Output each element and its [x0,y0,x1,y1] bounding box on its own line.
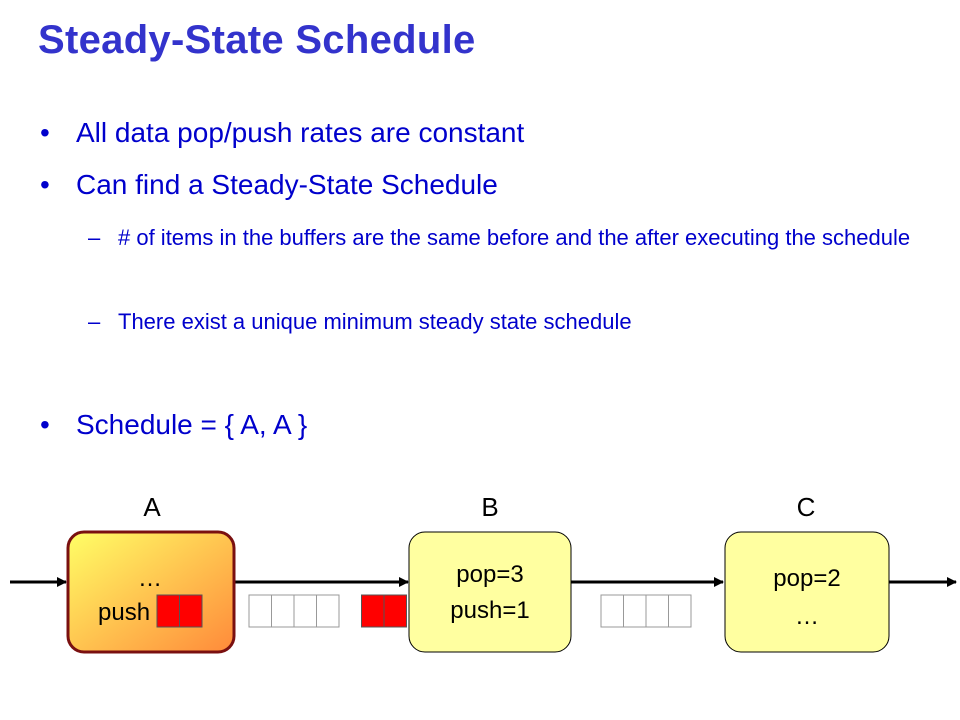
sub-bullet-text: There exist a unique minimum steady state schedule [118,309,632,334]
sub-bullet-dash: – [88,225,101,250]
node-a-output-data-item [180,595,203,627]
buffer-a-to-b [249,595,407,627]
node-a [68,532,234,652]
bullet-text: Can find a Steady-State Schedule [76,169,498,200]
buffer-ab-empty-cell [272,595,295,627]
node-label-b: B [481,492,499,522]
node-b [409,532,571,652]
node-label-c: C [796,492,816,522]
bullet-text: Schedule = { A, A } [76,409,308,440]
bullet-dot: • [40,409,50,440]
node-a-line1: … [138,565,162,592]
buffer-b-to-c [601,595,691,627]
buffer-ab-empty-cell [294,595,317,627]
node-c [725,532,889,652]
buffer-ab-data-item [362,595,385,627]
buffer-ab-empty-cell [249,595,272,627]
buffer-ab-empty-cell [317,595,340,627]
buffer-bc-empty-cell [624,595,647,627]
bullet-text: All data pop/push rates are constant [76,117,525,148]
buffer-bc-empty-cell [669,595,692,627]
sub-bullet-dash: – [88,309,101,334]
buffer-bc-empty-cell [601,595,624,627]
buffer-ab-data-item [384,595,407,627]
node-a-line2: push [98,599,151,626]
bullet-dot: • [40,169,50,200]
bullet-dot: • [40,117,50,148]
node-b-line2: push=1 [450,597,530,624]
node-a-output-data-item [157,595,180,627]
node-a-output-items [157,595,202,627]
node-label-a: A [143,492,161,522]
node-c-line2: … [795,603,819,630]
slide-title: Steady-State Schedule [38,18,476,62]
node-b-line1: pop=3 [456,561,524,588]
node-c-line1: pop=2 [773,565,841,592]
sub-bullet-text: # of items in the buffers are the same before and the after executing the schedule [118,225,911,250]
buffer-bc-empty-cell [646,595,669,627]
